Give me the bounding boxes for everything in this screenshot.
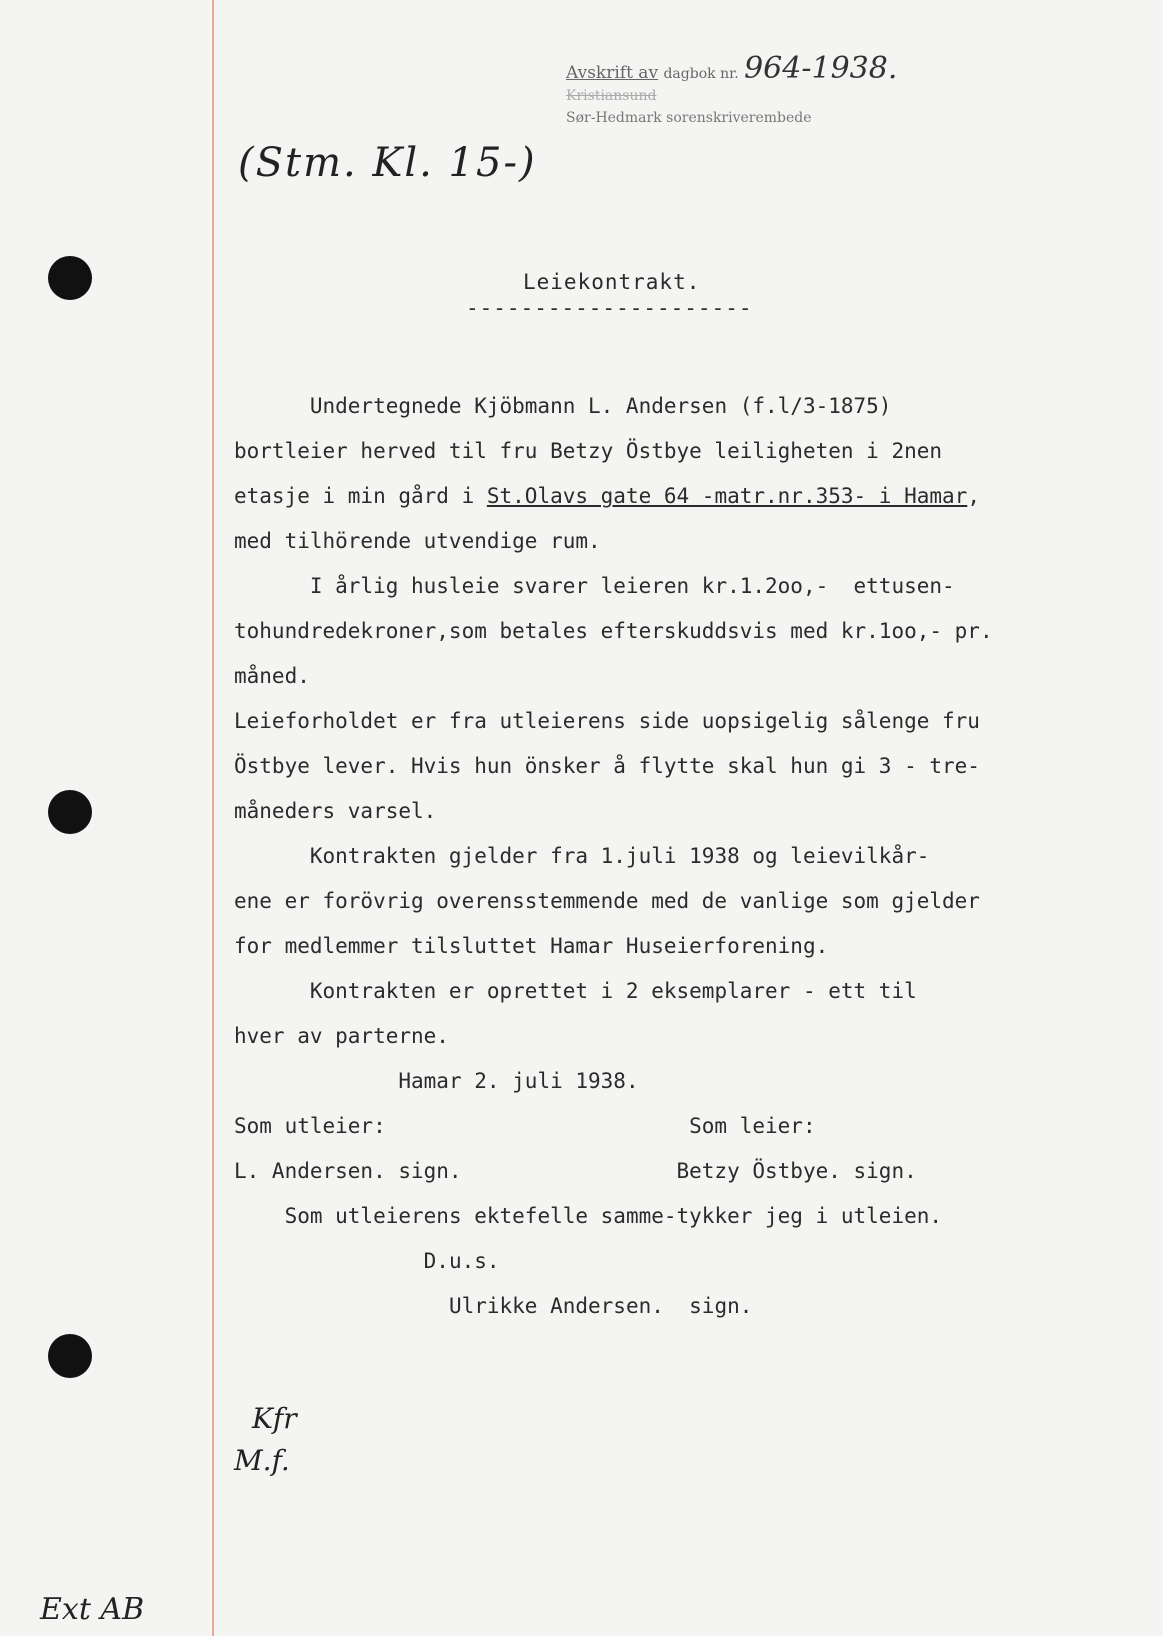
- handwritten-reference: (Stm. Kl. 15-): [238, 140, 537, 186]
- stamp-mid: dagbok nr.: [663, 66, 739, 82]
- contract-line: [234, 699, 1114, 744]
- contract-line: [234, 1194, 1114, 1239]
- contract-line-text: Som utleier: Som leier:: [234, 1114, 816, 1138]
- contract-line-suffix: ,: [967, 484, 980, 508]
- title-underline: ---------------------: [466, 296, 753, 320]
- contract-line-text: Leieforholdet er fra utleierens side uopsigelig sålenge fru: [234, 709, 980, 733]
- contract-line-text: med tilhörende utvendige rum.: [234, 529, 601, 553]
- archive-stamp: [566, 51, 898, 129]
- stamp-office: Sør-Hedmark sorenskriverembede: [566, 110, 812, 126]
- contract-line-text: Hamar 2. juli 1938.: [398, 1069, 639, 1093]
- contract-line-text: Östbye lever. Hvis hun önsker å flytte skal hun gi 3 - tre-: [234, 754, 980, 778]
- margin-line: [212, 0, 214, 1636]
- contract-line: [234, 1059, 1114, 1104]
- contract-line: [234, 1014, 1114, 1059]
- contract-line-text: bortleier herved til fru Betzy Östbye leiligheten i 2nen: [234, 439, 943, 463]
- contract-line-text: for medlemmer tilsluttet Hamar Huseierforening.: [234, 934, 829, 958]
- contract-line-text: hver av parterne.: [234, 1024, 449, 1048]
- handwritten-initials-2: M.f.: [234, 1444, 290, 1477]
- contract-line: [234, 609, 1114, 654]
- contract-line: [234, 384, 1114, 429]
- document-title: Leiekontrakt.: [523, 270, 701, 294]
- contract-line-text: L. Andersen. sign. Betzy Östbye. sign.: [234, 1159, 917, 1183]
- contract-line: [234, 969, 1114, 1014]
- contract-line: [234, 744, 1114, 789]
- contract-line-text: Undertegnede Kjöbmann L. Andersen (f.l/3-1875): [309, 394, 892, 418]
- contract-line: [234, 474, 1114, 519]
- contract-line: [234, 564, 1114, 609]
- contract-line: [234, 879, 1114, 924]
- contract-line-text: D.u.s.: [423, 1249, 500, 1273]
- contract-line-text: ene er forövrig overensstemmende med de vanlige som gjelder: [234, 889, 980, 913]
- contract-line-text: Ulrikke Andersen. sign.: [448, 1294, 753, 1318]
- contract-line: [234, 1284, 1114, 1329]
- contract-line-text: Kontrakten gjelder fra 1.juli 1938 og leievilkår-: [309, 844, 930, 868]
- contract-line: [234, 429, 1114, 474]
- punch-hole-top: [48, 256, 92, 300]
- contract-line-address: St.Olavs gate 64 -matr.nr.353- i Hamar: [486, 484, 968, 508]
- contract-line: [234, 1149, 1114, 1194]
- stamp-prefix: Avskrift av: [566, 63, 659, 83]
- handwritten-initials-1: Kfr: [252, 1402, 297, 1435]
- contract-line-text: tohundredekroner,som betales efterskuddsvis med kr.1oo,- pr.: [234, 619, 993, 643]
- contract-line: [234, 519, 1114, 564]
- punch-hole-bottom: [48, 1334, 92, 1378]
- handwritten-bottom-note: Ext AB: [40, 1592, 145, 1627]
- contract-line: [234, 654, 1114, 699]
- contract-line: [234, 1239, 1114, 1284]
- contract-line: [234, 834, 1114, 879]
- contract-body: [234, 384, 1114, 1329]
- contract-line-text: I årlig husleie svarer leieren kr.1.2oo,- ettusen-: [309, 574, 955, 598]
- stamp-number: 964-1938.: [744, 51, 898, 86]
- punch-hole-middle: [48, 790, 92, 834]
- contract-line-text: Som utleierens ektefelle samme-tykker jeg i utleien.: [284, 1204, 943, 1228]
- contract-line-text: etasje i min gård i: [234, 484, 487, 508]
- contract-line-text: Kontrakten er oprettet i 2 eksemplarer - ett til: [309, 979, 917, 1003]
- contract-line: [234, 924, 1114, 969]
- contract-line-text: måneders varsel.: [234, 799, 437, 823]
- contract-line-text: måned.: [234, 664, 310, 688]
- stamp-struck-text: Kristiansund: [566, 88, 657, 104]
- contract-line: [234, 789, 1114, 834]
- contract-line: [234, 1104, 1114, 1149]
